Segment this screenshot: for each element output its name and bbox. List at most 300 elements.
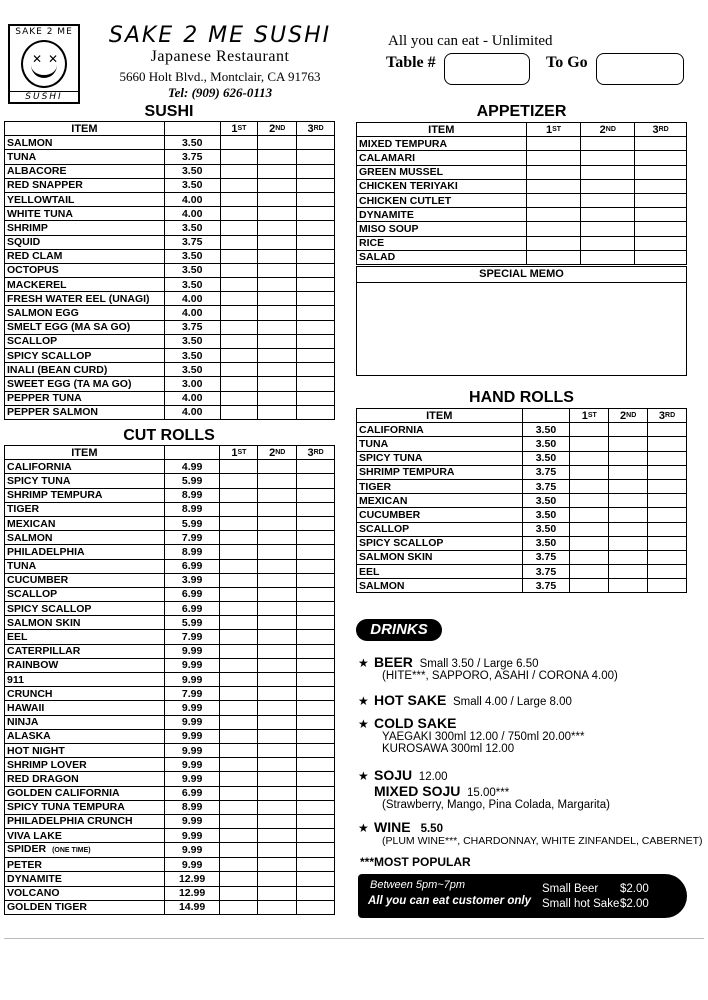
item-name: CALAMARI [357,151,527,165]
order-qty-cell[interactable] [258,516,297,530]
order-qty-cell[interactable] [220,616,258,630]
order-qty-cell[interactable] [258,278,297,292]
special-item: Small Beer [542,883,599,895]
order-qty-cell[interactable] [258,630,297,644]
table-number-field[interactable] [444,53,530,85]
order-qty-cell[interactable] [258,658,297,672]
item-name: VIVA LAKE [5,829,165,843]
order-qty-cell[interactable] [635,151,687,165]
sushi-row [5,306,335,320]
item-price: 3.75 [164,235,220,249]
order-qty-cell[interactable] [297,474,335,488]
order-qty-cell[interactable] [220,150,258,164]
order-qty-cell[interactable] [609,494,648,508]
order-qty-cell[interactable] [526,250,581,264]
order-qty-cell[interactable] [297,349,335,363]
order-qty-cell[interactable] [258,502,297,516]
order-qty-cell[interactable] [297,814,335,828]
order-qty-cell[interactable] [297,363,335,377]
order-qty-cell[interactable] [297,743,335,757]
order-qty-cell[interactable] [635,137,687,151]
order-qty-cell[interactable] [220,460,258,474]
order-qty-cell[interactable] [297,630,335,644]
item-name: SPICY TUNA TEMPURA [5,800,165,814]
second-round-header: 2ND [258,122,297,136]
order-qty-cell[interactable] [297,900,335,914]
order-qty-cell[interactable] [297,587,335,601]
order-qty-cell[interactable] [258,192,297,206]
order-qty-cell[interactable] [609,522,648,536]
item-price: 8.99 [164,545,220,559]
item-name: SHRIMP TEMPURA [357,465,523,479]
item-name: SQUID [5,235,165,249]
order-qty-cell[interactable] [220,207,258,221]
second-round-header: 2ND [609,409,648,423]
order-qty-cell[interactable] [297,405,335,419]
cut-roll-row [5,474,335,488]
order-qty-cell[interactable] [220,405,258,419]
order-qty-cell[interactable] [297,249,335,263]
drink-price: 12.00 [418,771,448,783]
order-qty-cell[interactable] [609,479,648,493]
order-qty-cell[interactable] [258,900,297,914]
order-qty-cell[interactable] [220,886,258,900]
order-qty-cell[interactable] [220,502,258,516]
order-qty-cell[interactable] [220,516,258,530]
order-qty-cell[interactable] [609,508,648,522]
sushi-row [5,150,335,164]
order-qty-cell[interactable] [648,565,687,579]
order-qty-cell[interactable] [297,334,335,348]
order-qty-cell[interactable] [526,165,581,179]
order-qty-cell[interactable] [297,886,335,900]
order-qty-cell[interactable] [297,502,335,516]
order-qty-cell[interactable] [635,179,687,193]
order-qty-cell[interactable] [258,150,297,164]
item-name: EEL [357,565,523,579]
restaurant-phone: Tel: (909) 626-0113 [167,85,273,100]
order-qty-cell[interactable] [258,363,297,377]
order-qty-cell[interactable] [258,306,297,320]
item-name: SALAD [357,250,527,264]
cut-roll-row [5,858,335,872]
hand-roll-row [357,550,687,564]
item-header: ITEM [357,123,527,137]
item-price: 3.00 [164,377,220,391]
order-qty-cell[interactable] [220,715,258,729]
order-qty-cell[interactable] [220,192,258,206]
order-qty-cell[interactable] [220,334,258,348]
order-qty-cell[interactable] [220,644,258,658]
order-qty-cell[interactable] [297,687,335,701]
order-qty-cell[interactable] [648,508,687,522]
cut-roll-row [5,829,335,843]
order-qty-cell[interactable] [258,729,297,743]
order-qty-cell[interactable] [297,545,335,559]
order-qty-cell[interactable] [258,136,297,150]
order-qty-cell[interactable] [635,193,687,207]
order-qty-cell[interactable] [581,236,635,250]
order-qty-cell[interactable] [220,630,258,644]
order-qty-cell[interactable] [297,616,335,630]
sushi-row [5,192,335,206]
item-price: 9.99 [164,644,220,658]
order-qty-cell[interactable] [220,136,258,150]
happy-hour-banner [358,874,687,918]
order-qty-cell[interactable] [297,772,335,786]
order-qty-cell[interactable] [220,263,258,277]
order-qty-cell[interactable] [258,715,297,729]
order-qty-cell[interactable] [258,758,297,772]
hand-roll-row [357,522,687,536]
order-qty-cell[interactable] [220,531,258,545]
cut-roll-row [5,814,335,828]
order-qty-cell[interactable] [258,391,297,405]
order-qty-cell[interactable] [258,743,297,757]
order-qty-cell[interactable] [526,137,581,151]
order-qty-cell[interactable] [220,559,258,573]
order-qty-cell[interactable] [258,207,297,221]
order-qty-cell[interactable] [609,536,648,550]
order-qty-cell[interactable] [570,536,609,550]
item-name: CATERPILLAR [5,644,165,658]
order-qty-cell[interactable] [297,829,335,843]
order-qty-cell[interactable] [297,207,335,221]
order-qty-cell[interactable] [220,743,258,757]
order-qty-cell[interactable] [570,423,609,437]
item-price: 7.99 [164,531,220,545]
order-qty-cell[interactable] [570,494,609,508]
order-qty-cell[interactable] [648,536,687,550]
order-qty-cell[interactable] [258,488,297,502]
order-qty-cell[interactable] [526,193,581,207]
order-qty-cell[interactable] [258,221,297,235]
order-qty-cell[interactable] [220,573,258,587]
hand-rolls-table [356,408,687,593]
order-qty-cell[interactable] [297,192,335,206]
order-qty-cell[interactable] [258,334,297,348]
order-qty-cell[interactable] [220,235,258,249]
order-qty-cell[interactable] [220,701,258,715]
order-qty-cell[interactable] [609,579,648,593]
order-qty-cell[interactable] [258,405,297,419]
order-qty-cell[interactable] [220,687,258,701]
order-qty-cell[interactable] [258,249,297,263]
item-price: 9.99 [164,673,220,687]
drink-name: SOJU [374,767,413,783]
order-qty-cell[interactable] [220,349,258,363]
star-icon: ★ [358,656,369,670]
item-price: 3.50 [522,508,570,522]
cut-roll-row [5,715,335,729]
order-qty-cell[interactable] [526,222,581,236]
order-qty-cell[interactable] [297,701,335,715]
order-qty-cell[interactable] [297,136,335,150]
order-qty-cell[interactable] [297,758,335,772]
order-qty-cell[interactable] [297,559,335,573]
order-qty-cell[interactable] [220,829,258,843]
order-qty-cell[interactable] [297,263,335,277]
order-qty-cell[interactable] [297,673,335,687]
order-qty-cell[interactable] [258,573,297,587]
order-qty-cell[interactable] [258,616,297,630]
order-qty-cell[interactable] [220,758,258,772]
second-round-header: 2ND [581,123,635,137]
order-qty-cell[interactable] [297,800,335,814]
order-qty-cell[interactable] [297,292,335,306]
order-qty-cell[interactable] [258,701,297,715]
order-qty-cell[interactable] [220,772,258,786]
order-qty-cell[interactable] [609,423,648,437]
sushi-row [5,391,335,405]
order-qty-cell[interactable] [220,306,258,320]
appetizer-row [357,222,687,236]
order-qty-cell[interactable] [297,644,335,658]
order-qty-cell[interactable] [220,391,258,405]
order-qty-cell[interactable] [258,829,297,843]
order-qty-cell[interactable] [258,460,297,474]
order-qty-cell[interactable] [297,320,335,334]
order-qty-cell[interactable] [297,516,335,530]
item-name: SWEET EGG (TA MA GO) [5,377,165,391]
sushi-row [5,207,335,221]
order-qty-cell[interactable] [220,800,258,814]
order-qty-cell[interactable] [526,236,581,250]
sushi-row [5,278,335,292]
order-qty-cell[interactable] [581,165,635,179]
order-qty-cell[interactable] [258,531,297,545]
order-qty-cell[interactable] [220,363,258,377]
order-qty-cell[interactable] [258,587,297,601]
order-qty-cell[interactable] [570,465,609,479]
order-qty-cell[interactable] [297,573,335,587]
order-qty-cell[interactable] [297,278,335,292]
order-qty-cell[interactable] [609,565,648,579]
cut-roll-row [5,587,335,601]
order-qty-cell[interactable] [297,872,335,886]
item-name: WHITE TUNA [5,207,165,221]
order-qty-cell[interactable] [258,263,297,277]
order-qty-cell[interactable] [635,208,687,222]
drink-detail: YAEGAKI 300ml 12.00 / 750ml 20.00*** [382,731,585,743]
order-qty-cell[interactable] [258,292,297,306]
order-qty-cell[interactable] [648,465,687,479]
item-name [5,843,165,858]
order-qty-cell[interactable] [258,673,297,687]
item-name: SCALLOP [357,522,523,536]
order-qty-cell[interactable] [635,236,687,250]
order-qty-cell[interactable] [220,729,258,743]
order-qty-cell[interactable] [258,235,297,249]
appetizer-table [356,122,687,265]
item-name: DYNAMITE [357,208,527,222]
item-name: TUNA [5,150,165,164]
order-qty-cell[interactable] [220,221,258,235]
cut-roll-row [5,772,335,786]
item-name: RED DRAGON [5,772,165,786]
item-price: 4.00 [164,405,220,419]
item-name: CRUNCH [5,687,165,701]
order-qty-cell[interactable] [220,900,258,914]
order-qty-cell[interactable] [648,437,687,451]
appetizer-row [357,179,687,193]
order-qty-cell[interactable] [297,658,335,672]
order-qty-cell[interactable] [609,550,648,564]
order-qty-cell[interactable] [581,250,635,264]
order-qty-cell[interactable] [220,278,258,292]
order-qty-cell[interactable] [297,602,335,616]
cut-roll-row [5,729,335,743]
order-qty-cell[interactable] [258,602,297,616]
order-qty-cell[interactable] [220,320,258,334]
order-qty-cell[interactable] [297,164,335,178]
order-qty-cell[interactable] [258,886,297,900]
order-qty-cell[interactable] [220,843,258,858]
special-price: $2.00 [620,898,649,910]
cut-roll-row [5,559,335,573]
order-qty-cell[interactable] [570,579,609,593]
order-qty-cell[interactable] [635,250,687,264]
order-qty-cell[interactable] [258,377,297,391]
order-qty-cell[interactable] [258,178,297,192]
order-qty-cell[interactable] [258,814,297,828]
order-qty-cell[interactable] [570,522,609,536]
order-qty-cell[interactable] [609,465,648,479]
order-qty-cell[interactable] [220,164,258,178]
order-qty-cell[interactable] [526,151,581,165]
order-qty-cell[interactable] [258,786,297,800]
order-qty-cell[interactable] [297,488,335,502]
all-you-can-eat-label: All you can eat - Unlimited [388,33,553,49]
item-name: HAWAII [5,701,165,715]
item-price: 12.99 [164,886,220,900]
order-qty-cell[interactable] [570,508,609,522]
drink-name: HOT SAKE [374,692,447,708]
order-qty-cell[interactable] [570,437,609,451]
order-qty-cell[interactable] [297,150,335,164]
order-qty-cell[interactable] [220,602,258,616]
order-qty-cell[interactable] [570,479,609,493]
order-qty-cell[interactable] [297,843,335,858]
item-price: 5.99 [164,516,220,530]
third-round-header: 3RD [635,123,687,137]
order-qty-cell[interactable] [220,872,258,886]
order-qty-cell[interactable] [648,451,687,465]
order-qty-cell[interactable] [581,193,635,207]
order-qty-cell[interactable] [258,772,297,786]
order-qty-cell[interactable] [220,249,258,263]
order-qty-cell[interactable] [570,451,609,465]
order-qty-cell[interactable] [648,522,687,536]
order-qty-cell[interactable] [220,814,258,828]
order-qty-cell[interactable] [258,545,297,559]
order-qty-cell[interactable] [220,587,258,601]
order-qty-cell[interactable] [570,550,609,564]
order-qty-cell[interactable] [570,565,609,579]
order-qty-cell[interactable] [297,306,335,320]
order-qty-cell[interactable] [609,437,648,451]
restaurant-info [100,24,340,101]
order-qty-cell[interactable] [297,178,335,192]
order-qty-cell[interactable] [526,208,581,222]
order-qty-cell[interactable] [258,800,297,814]
item-price: 3.50 [522,522,570,536]
order-qty-cell[interactable] [258,349,297,363]
order-qty-cell[interactable] [220,858,258,872]
order-qty-cell[interactable] [297,786,335,800]
order-qty-cell[interactable] [297,531,335,545]
order-qty-cell[interactable] [635,165,687,179]
order-qty-cell[interactable] [581,151,635,165]
order-qty-cell[interactable] [297,729,335,743]
order-qty-cell[interactable] [258,858,297,872]
order-qty-cell[interactable] [258,644,297,658]
item-name: CALIFORNIA [357,423,523,437]
order-qty-cell[interactable] [220,545,258,559]
order-qty-cell[interactable] [220,673,258,687]
order-qty-cell[interactable] [258,164,297,178]
item-price: 3.75 [164,320,220,334]
order-qty-cell[interactable] [297,377,335,391]
item-price: 3.50 [164,349,220,363]
sushi-row [5,249,335,263]
order-qty-cell[interactable] [526,179,581,193]
order-qty-cell[interactable] [297,858,335,872]
second-round-header: 2ND [258,446,297,460]
special-memo-box[interactable] [356,266,687,376]
order-qty-cell[interactable] [297,235,335,249]
order-qty-cell[interactable] [635,222,687,236]
item-price: 3.75 [522,479,570,493]
order-qty-cell[interactable] [297,715,335,729]
order-qty-cell[interactable] [220,786,258,800]
order-qty-cell[interactable] [220,377,258,391]
order-qty-cell[interactable] [581,179,635,193]
order-qty-cell[interactable] [297,221,335,235]
order-qty-cell[interactable] [648,494,687,508]
order-qty-cell[interactable] [258,872,297,886]
order-qty-cell[interactable] [220,292,258,306]
item-name: SALMON [357,579,523,593]
item-price: 9.99 [164,843,220,858]
order-qty-cell[interactable] [258,474,297,488]
item-price: 12.99 [164,872,220,886]
order-qty-cell[interactable] [609,451,648,465]
order-qty-cell[interactable] [648,579,687,593]
sushi-row [5,136,335,150]
order-qty-cell[interactable] [297,391,335,405]
order-qty-cell[interactable] [648,550,687,564]
to-go-field[interactable] [596,53,684,85]
order-qty-cell[interactable] [648,423,687,437]
order-qty-cell[interactable] [258,320,297,334]
order-qty-cell[interactable] [258,687,297,701]
order-qty-cell[interactable] [648,479,687,493]
third-round-header: 3RD [297,446,335,460]
order-qty-cell[interactable] [581,208,635,222]
order-qty-cell[interactable] [581,137,635,151]
order-qty-cell[interactable] [297,460,335,474]
order-qty-cell[interactable] [220,474,258,488]
cut-roll-row [5,900,335,914]
order-qty-cell[interactable] [581,222,635,236]
order-qty-cell[interactable] [220,488,258,502]
order-qty-cell[interactable] [220,658,258,672]
order-qty-cell[interactable] [258,559,297,573]
order-qty-cell[interactable] [220,178,258,192]
hand-roll-row [357,465,687,479]
order-qty-cell[interactable] [258,843,297,858]
